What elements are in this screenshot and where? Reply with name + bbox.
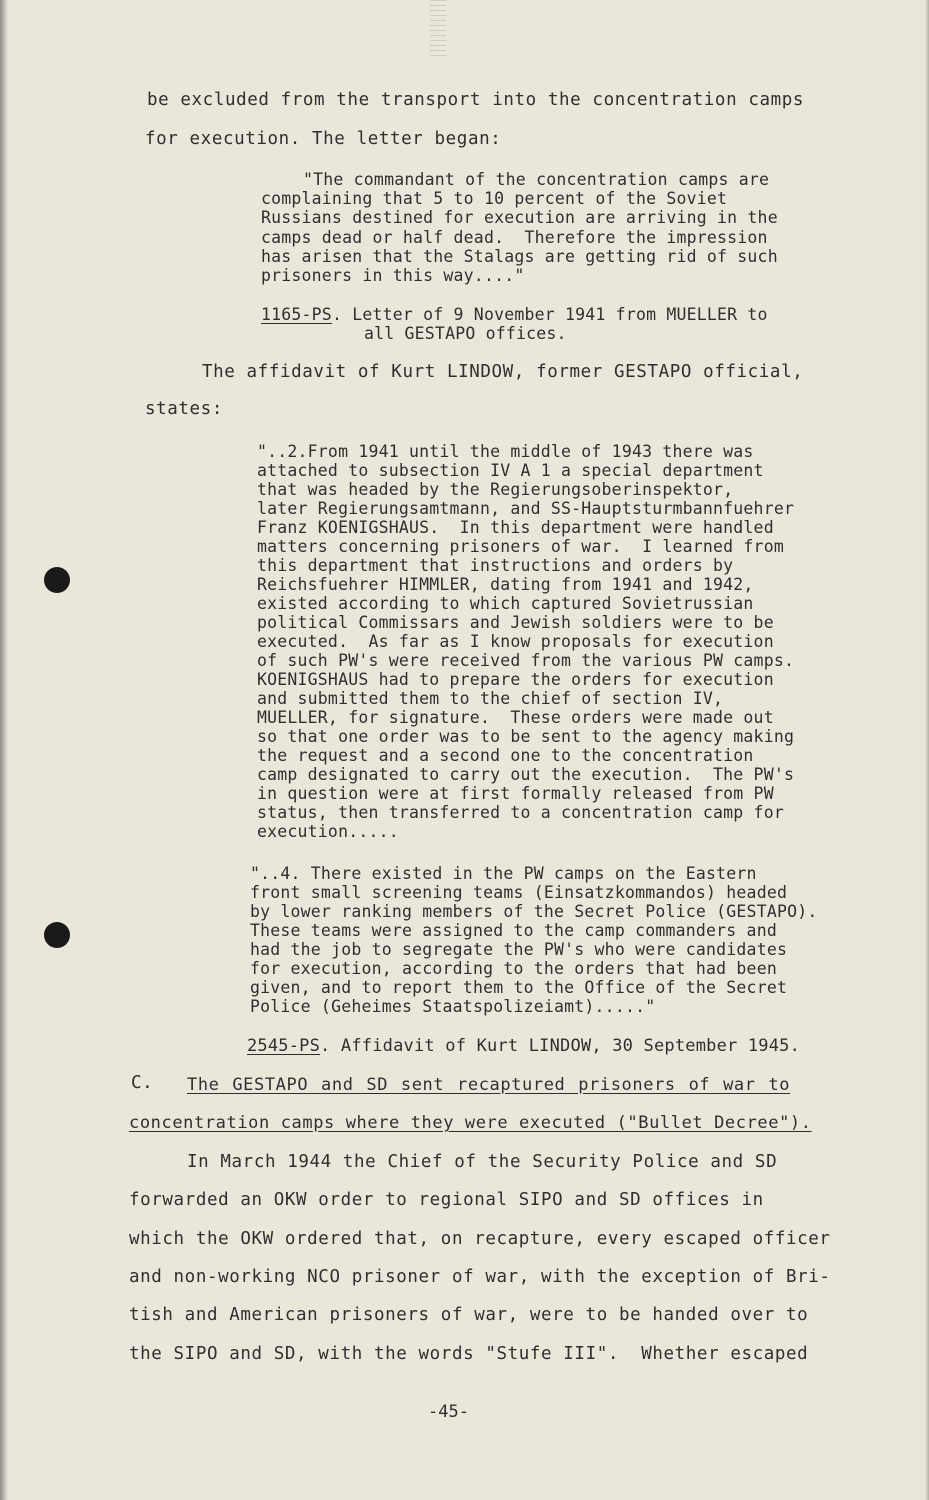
quote-line: existed according to which captured Sovietrussian xyxy=(257,594,754,613)
quote-line: camp designated to carry out the execution. The PW's xyxy=(257,765,795,784)
section-heading-line: concentration camps where they were executed ("Bullet Decree"). xyxy=(129,1113,812,1133)
citation-text-continued: all GESTAPO offices. xyxy=(364,324,567,343)
quote-line: front small screening teams (Einsatzkommandos) headed xyxy=(250,883,788,902)
section-letter: C. xyxy=(131,1073,154,1093)
citation-document-ref: 1165-PS xyxy=(261,305,332,324)
quote-line: complaining that 5 to 10 percent of the Soviet xyxy=(261,189,728,208)
citation-mueller-letter xyxy=(261,305,768,324)
quote-line: political Commissars and Jewish soldiers were to be xyxy=(257,613,774,632)
citation-text: . Letter of 9 November 1941 from MUELLER to xyxy=(331,305,768,324)
quote-line: in question were at first formally released from PW xyxy=(257,784,774,803)
punch-hole-lower xyxy=(44,922,70,948)
quote-line: Franz KOENIGSHAUS. In this department were handled xyxy=(257,518,774,537)
quote-line: for execution, according to the orders that had been xyxy=(250,959,777,978)
paragraph-line: In March 1944 the Chief of the Security Police and SD xyxy=(187,1152,778,1172)
quote-line: camps dead or half dead. Therefore the impression xyxy=(261,228,768,247)
quote-line: had the job to segregate the PW's who were candidates xyxy=(250,940,788,959)
quote-line: "..4. There existed in the PW camps on the Eastern xyxy=(250,864,757,883)
citation-lindow-affidavit xyxy=(247,1037,800,1056)
quote-line: MUELLER, for signature. These orders were made out xyxy=(257,708,774,727)
quote-line: matters concerning prisoners of war. I learned from xyxy=(257,537,784,556)
quote-line: this department that instructions and orders by xyxy=(257,556,734,575)
quote-line: that was headed by the Regierungsoberinspektor, xyxy=(257,480,734,499)
affidavit-intro-line: The affidavit of Kurt LINDOW, former GESTAPO official, xyxy=(202,362,804,382)
quote-line: prisoners in this way...." xyxy=(261,266,525,285)
paragraph-line: which the OKW ordered that, on recapture, every escaped officer xyxy=(129,1229,831,1249)
quote-line: has arisen that the Stalags are getting rid of such xyxy=(261,247,778,266)
quote-line: given, and to report them to the Office of the Secret xyxy=(250,978,788,997)
quote-line: "..2.From 1941 until the middle of 1943 there was xyxy=(257,442,754,461)
section-heading-line: The GESTAPO and SD sent recaptured prisoners of war to xyxy=(187,1075,791,1095)
paragraph-line: tish and American prisoners of war, were to be handed over to xyxy=(129,1305,809,1325)
page-edge-shadow-right xyxy=(925,0,929,1500)
page-edge-shadow xyxy=(0,0,8,1500)
citation-text: . Affidavit of Kurt LINDOW, 30 September 1945. xyxy=(320,1036,801,1056)
quote-line: Russians destined for execution are arriving in the xyxy=(261,208,778,227)
punch-hole-upper xyxy=(44,567,70,593)
quote-line: status, then transferred to a concentration camp for xyxy=(257,803,784,822)
quote-line: attached to subsection IV A 1 a special department xyxy=(257,461,764,480)
quote-line: These teams were assigned to the camp commanders and xyxy=(250,921,777,940)
paper-speckle xyxy=(430,0,446,60)
quote-line: the request and a second one to the concentration xyxy=(257,746,754,765)
intro-line: for execution. The letter began: xyxy=(145,129,502,149)
paragraph-line: forwarded an OKW order to regional SIPO and SD offices in xyxy=(129,1190,764,1210)
quote-line: KOENIGSHAUS had to prepare the orders for execution xyxy=(257,670,774,689)
quote-line: so that one order was to be sent to the agency making xyxy=(257,727,795,746)
quote-line: and submitted them to the chief of section IV, xyxy=(257,689,724,708)
quote-line: by lower ranking members of the Secret Police (GESTAPO). xyxy=(250,902,818,921)
quote-line: of such PW's were received from the various PW camps. xyxy=(257,651,795,670)
page-number: -45- xyxy=(428,1402,469,1422)
citation-document-ref: 2545-PS xyxy=(247,1036,321,1056)
quote-line: later Regierungsamtmann, and SS-Hauptsturmbannfuehrer xyxy=(257,499,795,518)
quote-line: Reichsfuehrer HIMMLER, dating from 1941 and 1942, xyxy=(257,575,754,594)
affidavit-intro-line: states: xyxy=(145,399,223,419)
paragraph-line: the SIPO and SD, with the words "Stufe III". Whether escaped xyxy=(129,1344,809,1364)
intro-line: be excluded from the transport into the concentration camps xyxy=(147,90,805,110)
quote-line: execution..... xyxy=(257,822,399,841)
paragraph-line: and non-working NCO prisoner of war, with the exception of Bri- xyxy=(129,1267,831,1287)
quote-line: Police (Geheimes Staatspolizeiamt)....." xyxy=(250,997,656,1016)
quote-line: executed. As far as I know proposals for execution xyxy=(257,632,774,651)
quote-line: "The commandant of the concentration camps are xyxy=(303,170,770,189)
